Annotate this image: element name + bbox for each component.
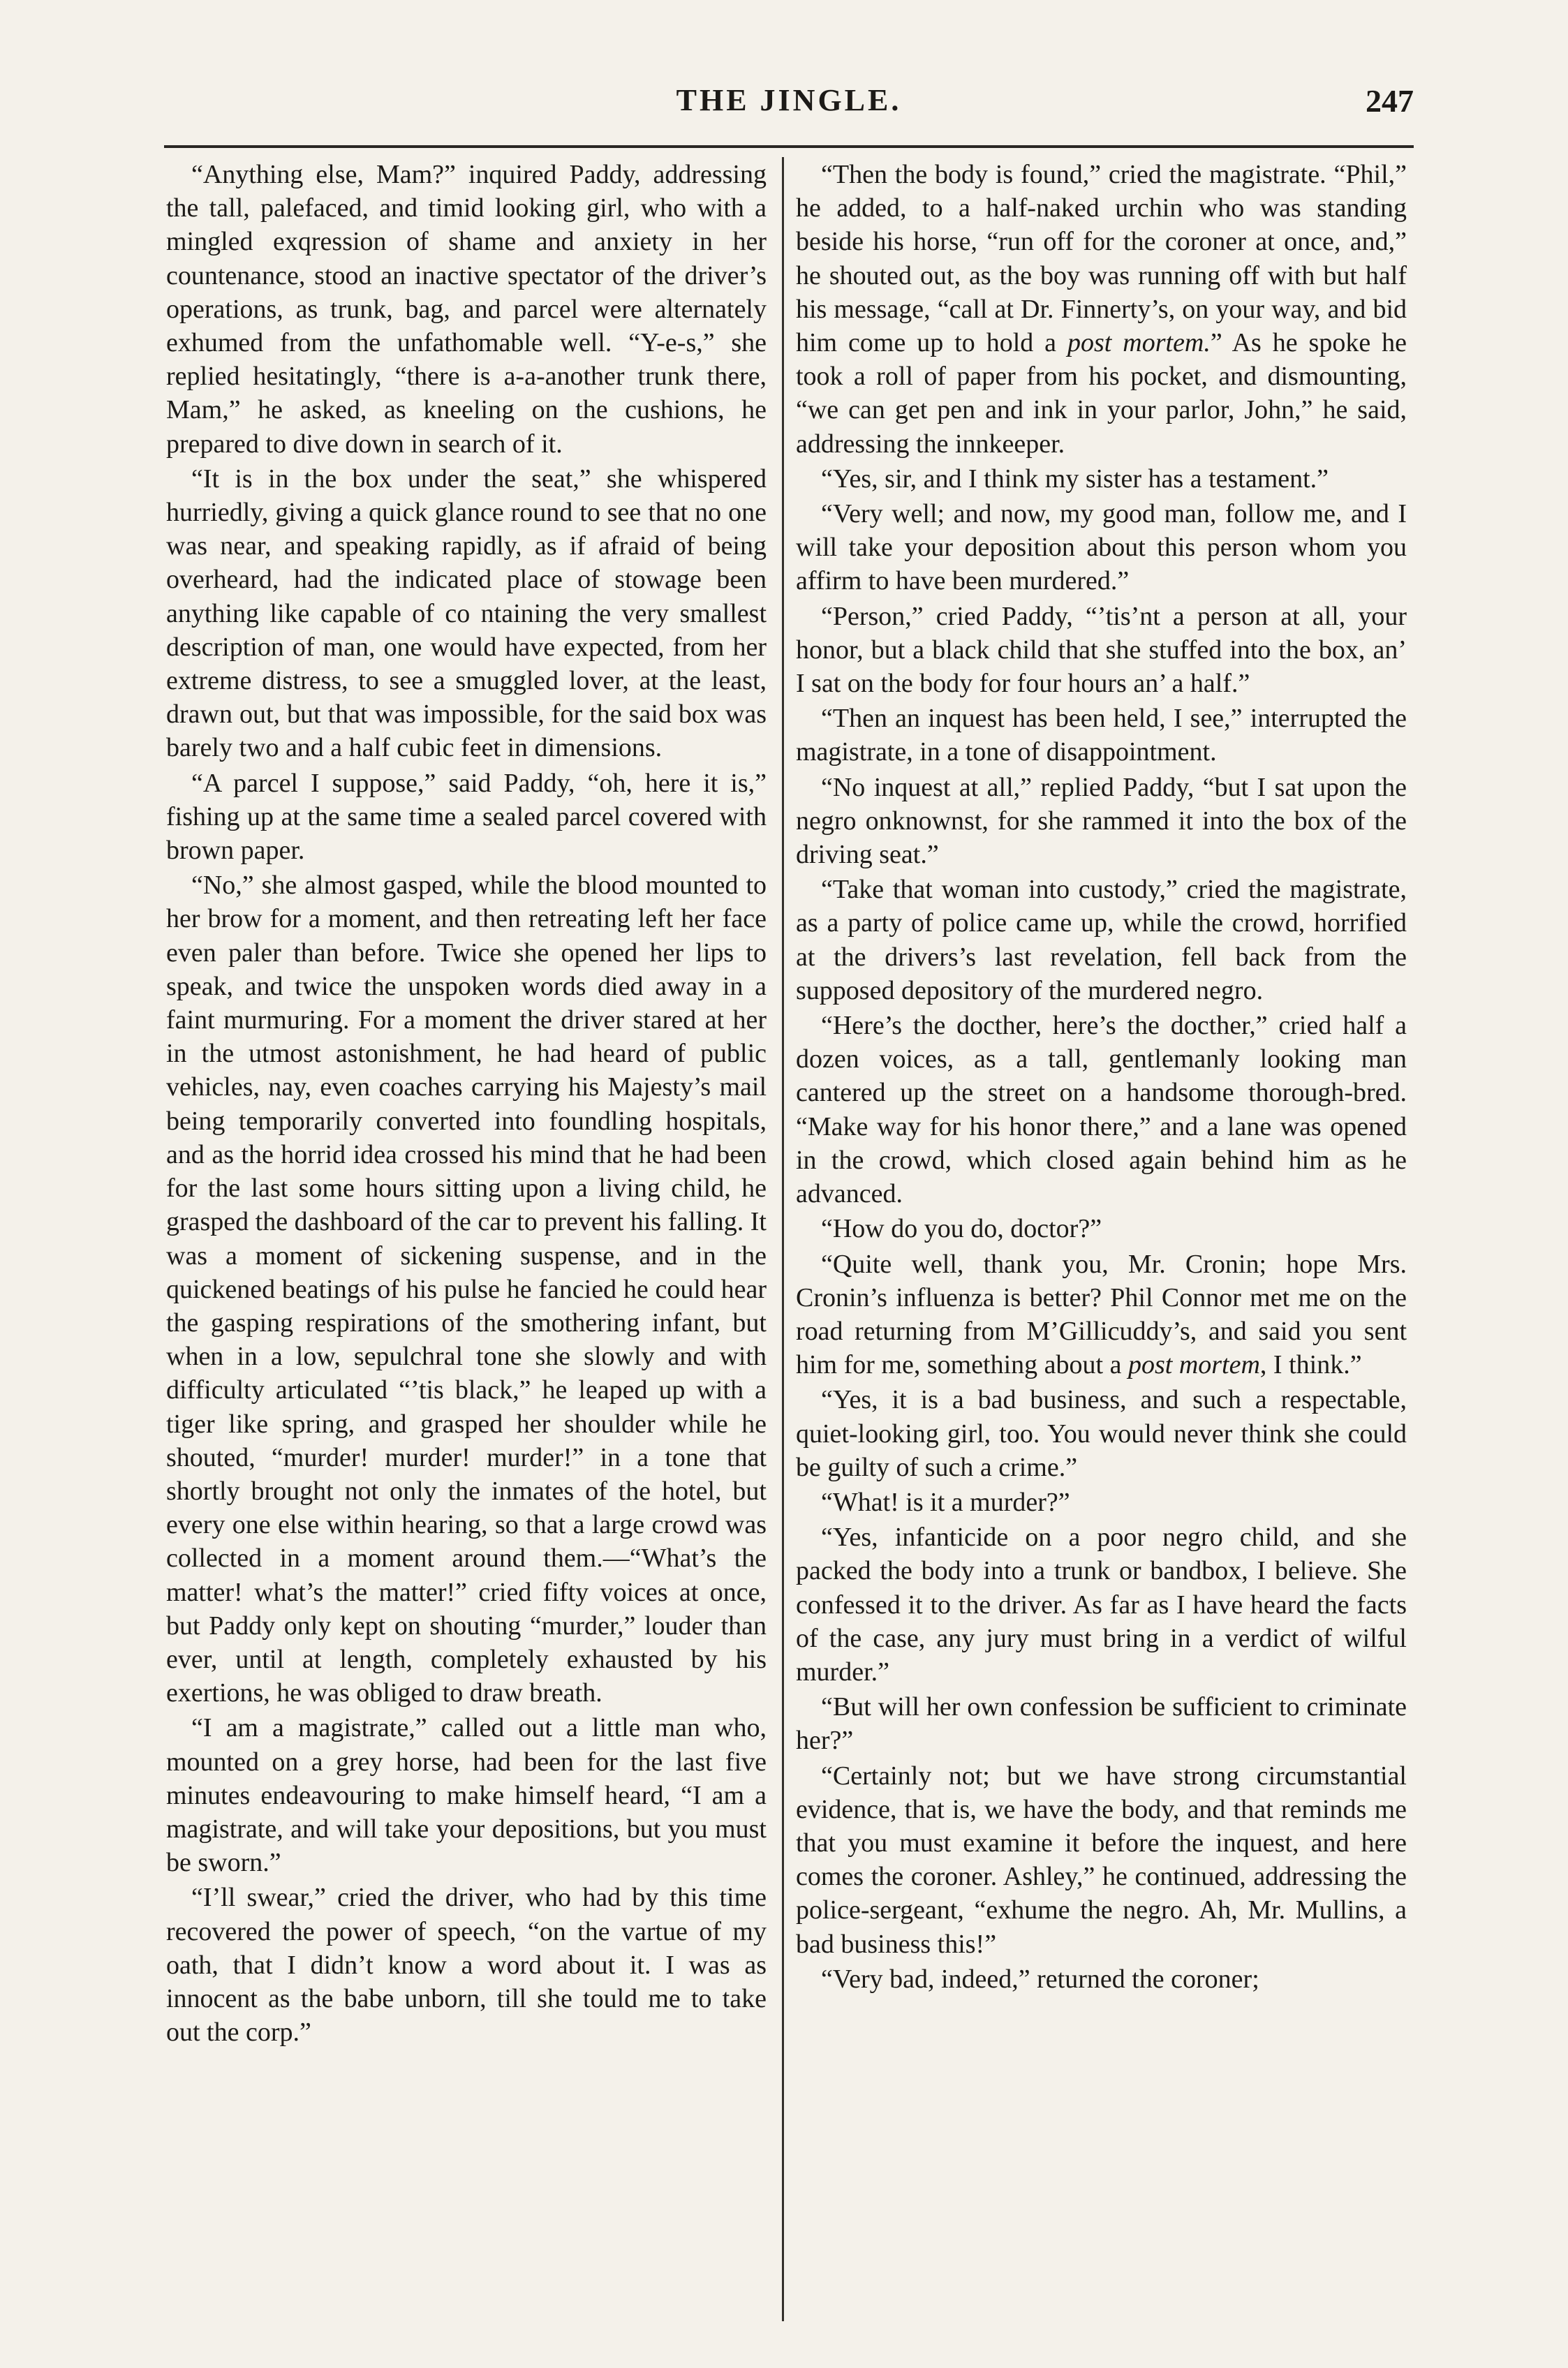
paragraph: “Certainly not; but we have strong circumstantial evidence, that is, we have the body, and that reminds me that you must examine it before the inquest, and here comes the coroner. Ashley,” he continued, addressing the police-sergeant, “exhume the negro. Ah, Mr. Mullins, a bad business this!” bbox=[796, 1761, 1407, 1959]
header-rule bbox=[164, 145, 1414, 148]
paragraph: “No,” she almost gasped, while the blood mounted to her brow for a moment, and then retreating left her face even paler than before. Twice she opened her lips to speak, and twice the unspoken words died away in a faint murmuring. For a moment the driver stared at her in the utmost astonishment, he had heard of public vehicles, nay, even coaches carrying his Majesty’s mail being temporarily converted into foundling hospitals, and as the horrid idea crossed his mind that he had been for the last some hours sitting upon a living child, he grasped the dashboard of the car to prevent his falling. It was a moment of sickening suspense, and in the quickened beatings of his pulse he fancied he could hear the gasping respirations of the smothering infant, but when in a low, sepulchral tone she slowly and with difficulty articulated “’tis black,” he leaped up with a tiger like spring, and grasped her shoulder while he shouted, “murder! murder! murder!” in a tone that shortly brought not only the inmates of the hotel, but every one else within hearing, so that a large crowd was collected in a moment around them.—“What’s the matter! what’s the matter!” cried fifty voices at once, but Paddy only kept on shouting “murder,” louder than ever, until at length, completely exhausted by his exertions, he was obliged to draw breath. bbox=[166, 871, 767, 1708]
paragraph: “Then an inquest has been held, I see,” interrupted the magistrate, in a tone of disappointment. bbox=[796, 704, 1407, 767]
paragraph: “I’ll swear,” cried the driver, who had by this time recovered the power of speech, “on the vartue of my oath, that I didn’t know a word about it. I was as innocent as the babe unborn, till she tould me to take out the corp.” bbox=[166, 1883, 767, 2048]
page-number: 247 bbox=[1366, 83, 1414, 119]
paragraph: “Yes, sir, and I think my sister has a testament.” bbox=[821, 464, 1329, 494]
right-column bbox=[796, 158, 1407, 1996]
paragraph: “Then the body is found,” cried the magistrate. “Phil,” he added, to a half-naked urchin who was standing beside his horse, “run off for the coroner at once, and,” he shouted out, as the boy was running off with but half his message, “call at Dr. Finnerty’s, on your way, and bid him come up to hold a post mortem.” As he spoke he took a roll of paper from his pocket, and dismounting, “we can get pen and ink in your parlor, John,” he said, addressing the innkeeper. bbox=[796, 160, 1407, 459]
paragraph: “Yes, it is a bad business, and such a respectable, quiet-looking girl, too. You would never think she could be guilty of such a crime.” bbox=[796, 1385, 1407, 1482]
paragraph: “It is in the box under the seat,” she whispered hurriedly, giving a quick glance round to see that no one was near, and speaking rapidly, as if afraid of being overheard, had the indicated place of stowage been anything like capable of co ntaining the very smallest description of man, one would have expected, from her extreme distress, to see a smuggled lover, at the least, drawn out, but that was impossible, for the said box was barely two and a half cubic feet in dimensions. bbox=[166, 464, 767, 763]
running-head bbox=[164, 82, 1414, 138]
paragraph: “Here’s the docther, here’s the docther,” cried half a dozen voices, as a tall, gentlemanly looking man cantered up the street on a handsome thorough-bred. “Make way for his honor there,” and a lane was opened in the crowd, which closed again behind him as he advanced. bbox=[796, 1011, 1407, 1209]
paragraph: “Quite well, thank you, Mr. Cronin; hope Mrs. Cronin’s influenza is better? Phil Connor met me on the road returning from M’Gillicuddy’s, and said you sent him for me, something about a post mortem, I think.” bbox=[796, 1249, 1407, 1380]
paragraph: “No inquest at all,” replied Paddy, “but I sat upon the negro onknownst, for she rammed it into the box of the driving seat.” bbox=[796, 772, 1407, 870]
paragraph: “Person,” cried Paddy, “’tis’nt a person at all, your honor, but a black child that she stuffed into the box, an’ I sat on the body for four hours an’ a half.” bbox=[796, 601, 1407, 699]
paragraph: “How do you do, doctor?” bbox=[821, 1214, 1102, 1244]
paragraph: “Yes, infanticide on a poor negro child, and she packed the body into a trunk or bandbox, I believe. She confessed it to the driver. As far as I have heard the facts of the case, any jury must bring in a verdict of wilful murder.” bbox=[796, 1523, 1407, 1687]
paragraph: “Very well; and now, my good man, follow me, and I will take your deposition about this person whom you affirm to have been murdered.” bbox=[796, 499, 1407, 596]
paragraph: “Anything else, Mam?” inquired Paddy, addressing the tall, palefaced, and timid looking girl, who with a mingled exqression of shame and anxiety in her countenance, stood an inactive spectator of the driver’s operations, as trunk, bag, and parcel were alternately exhumed from the unfathomable well. “Y-e-s,” she replied hesitatingly, “there is a-a-another trunk there, Mam,” he asked, as kneeling on the cushions, he prepared to dive down in search of it. bbox=[166, 160, 767, 459]
column-divider bbox=[782, 157, 784, 2321]
left-column bbox=[166, 158, 767, 2049]
page-title: THE JINGLE. bbox=[676, 83, 902, 117]
paragraph: “I am a magistrate,” called out a little man who, mounted on a grey horse, had been for the last five minutes endeavouring to make himself heard, “I am a magistrate, and will take your depositions, but you must be sworn.” bbox=[166, 1713, 767, 1878]
paragraph: “Take that woman into custody,” cried the magistrate, as a party of police came up, while the crowd, horrified at the drivers’s last revelation, fell back from the supposed depository of the murdered negro. bbox=[796, 875, 1407, 1005]
paragraph: “Very bad, indeed,” returned the coroner; bbox=[821, 1964, 1259, 1994]
paragraph: “But will her own confession be sufficient to criminate her?” bbox=[796, 1692, 1407, 1756]
paragraph: “What! is it a murder?” bbox=[821, 1487, 1070, 1517]
paragraph: “A parcel I suppose,” said Paddy, “oh, here it is,” fishing up at the same time a sealed parcel covered with brown paper. bbox=[166, 768, 767, 866]
